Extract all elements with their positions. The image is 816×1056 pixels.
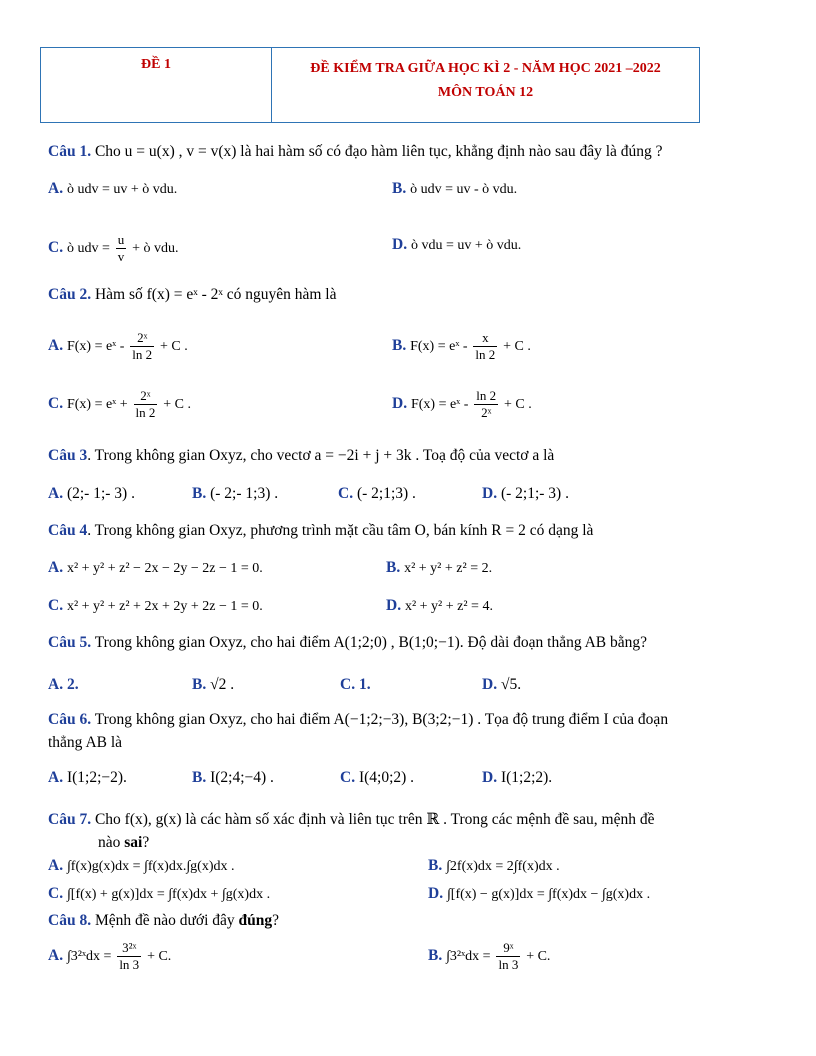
q4-option-d: D. x² + y² + z² = 4. — [386, 597, 493, 614]
question-label: Câu 7. — [48, 811, 92, 828]
q2-option-c: C. F(x) = eˣ + $\frac{\text{2ˣ}}{\ln 2}$ + C . — [48, 388, 191, 420]
q7-option-d: D. ∫[f(x) − g(x)]dx = ∫f(x)dx − ∫g(x)dx . — [428, 885, 651, 902]
question-4 — [48, 522, 593, 540]
q7-option-a: A. ∫f(x)g(x)dx = ∫f(x)dx.∫g(x)dx . — [48, 857, 235, 874]
question-label: Câu 6. — [48, 711, 92, 728]
question-8: Câu 8. Mệnh đề nào dưới đây đúng? — [48, 912, 280, 929]
q4-option-b: B. x² + y² + z² = 2. — [386, 559, 493, 576]
question-label: Câu 3 — [48, 447, 88, 464]
q5-option-b: B. √2 . — [192, 676, 235, 693]
q1-option-c: C. ò udv = $\frac{u}{v}$ + ò vdu. — [48, 232, 179, 264]
q3-option-c: C. (- 2;1;3) . — [338, 485, 416, 502]
question-6-cont: thẳng AB là — [48, 734, 123, 751]
q1-option-a: A. ò udv = uv + ò vdu. — [48, 180, 178, 197]
question-7-cont: nào sai? — [98, 834, 150, 851]
fraction: $\frac{\text{3²ˣ}}{\ln 3}$ — [119, 940, 140, 972]
fraction: $\frac{x}{\ln 2}$ — [475, 330, 496, 362]
exam-subject: MÔN TOÁN 12 — [437, 85, 534, 100]
q3-option-b: B. (- 2;- 1;3) . — [192, 485, 279, 502]
q5-option-c: C. 1. — [340, 676, 371, 693]
question-text: Trong không gian Oxyz, cho hai điểm A(1;2;0) , B(1;0;−1). Độ dài đoạn thẳng AB bằng? — [94, 634, 648, 651]
q7-option-c: C. ∫[f(x) + g(x)]dx = ∫f(x)dx + ∫g(x)dx . — [48, 885, 271, 902]
question-2 — [48, 286, 336, 304]
fraction: $\frac{\text{2ˣ}}{\ln 2}$ — [132, 330, 153, 362]
q8-option-a: A. ∫3²ˣdx = $\frac{\text{3²ˣ}}{\ln 3}$ + C. — [48, 940, 172, 972]
q3-option-d: D. (- 2;1;- 3) . — [482, 485, 569, 502]
q1-option-b: B. ò udv = uv - ò vdu. — [392, 180, 518, 197]
fraction: $\frac{\text{2ˣ}}{\ln 2}$ — [135, 388, 156, 420]
q4-option-a: A. x² + y² + z² − 2x − 2y − 2z − 1 = 0. — [48, 559, 263, 576]
question-7 — [48, 810, 654, 829]
q6-option-c: C. I(4;0;2) . — [340, 769, 415, 786]
q5-option-d: D. √5. — [482, 676, 522, 693]
question-text: . Trong không gian Oxyz, cho vectơ a = −2i + j + 3k . Toạ độ của vectơ a là — [87, 447, 555, 464]
q4-option-c: C. x² + y² + z² + 2x + 2y + 2z − 1 = 0. — [48, 597, 263, 614]
exam-title: ĐỀ KIỂM TRA GIỮA HỌC KÌ 2 - NĂM HỌC 2021 –2022 — [310, 61, 661, 76]
q7-option-b: B. ∫2f(x)dx = 2∫f(x)dx . — [428, 857, 560, 874]
question-1 — [48, 143, 663, 161]
question-5 — [48, 634, 647, 652]
question-text: Trong không gian Oxyz, cho hai điểm A(−1;2;−3), B(3;2;−1) . Tọa độ trung điểm I của đoạn — [94, 711, 669, 728]
q2-option-a: A. F(x) = eˣ - $\frac{\text{2ˣ}}{\ln 2}$ + C . — [48, 330, 188, 362]
question-label: Câu 5. — [48, 634, 92, 651]
question-3 — [48, 447, 554, 465]
fraction: $\frac{\text{9ˣ}}{\ln 3}$ — [498, 940, 519, 972]
q1-option-d: D. ò vdu = uv + ò vdu. — [392, 236, 522, 253]
question-text: Cho f(x), g(x) là các hàm số xác định và liên tục trên ℝ . Trong các mệnh đề sau, mệnh đề — [94, 811, 655, 828]
exam-title-cell — [272, 48, 699, 122]
q5-option-a: A. 2. — [48, 676, 79, 693]
exam-code: ĐỀ 1 — [41, 48, 272, 122]
fraction: $\frac{\ln 2}{\text{2ˣ}}$ — [476, 388, 497, 420]
question-label: Câu 1. — [48, 143, 92, 160]
q3-option-a: A. (2;- 1;- 3) . — [48, 485, 135, 502]
q6-option-d: D. I(1;2;2). — [482, 769, 553, 786]
question-text: . Trong không gian Oxyz, phương trình mặt cầu tâm O, bán kính R = 2 có dạng là — [87, 522, 594, 539]
question-text: Hàm số f(x) = eˣ - 2ˣ có nguyên hàm là — [94, 286, 337, 303]
q2-option-d: D. F(x) = eˣ - $\frac{\ln 2}{\text{2ˣ}}$ + C . — [392, 388, 532, 420]
question-6 — [48, 711, 668, 729]
q8-option-b: B. ∫3²ˣdx = $\frac{\text{9ˣ}}{\ln 3}$ + C. — [428, 940, 551, 972]
question-label: Câu 8. — [48, 912, 92, 929]
fraction: $\frac{u}{v}$ — [117, 232, 125, 264]
q6-option-a: A. I(1;2;−2). — [48, 769, 127, 786]
q2-option-b: B. F(x) = eˣ - $\frac{x}{\ln 2}$ + C . — [392, 330, 531, 362]
question-label: Câu 2. — [48, 286, 92, 303]
q6-option-b: B. I(2;4;−4) . — [192, 769, 274, 786]
question-label: Câu 4 — [48, 522, 88, 539]
exam-header — [40, 47, 700, 123]
question-text: Cho u = u(x) , v = v(x) là hai hàm số có đạo hàm liên tục, khẳng định nào sau đây là đúng ? — [94, 143, 663, 160]
